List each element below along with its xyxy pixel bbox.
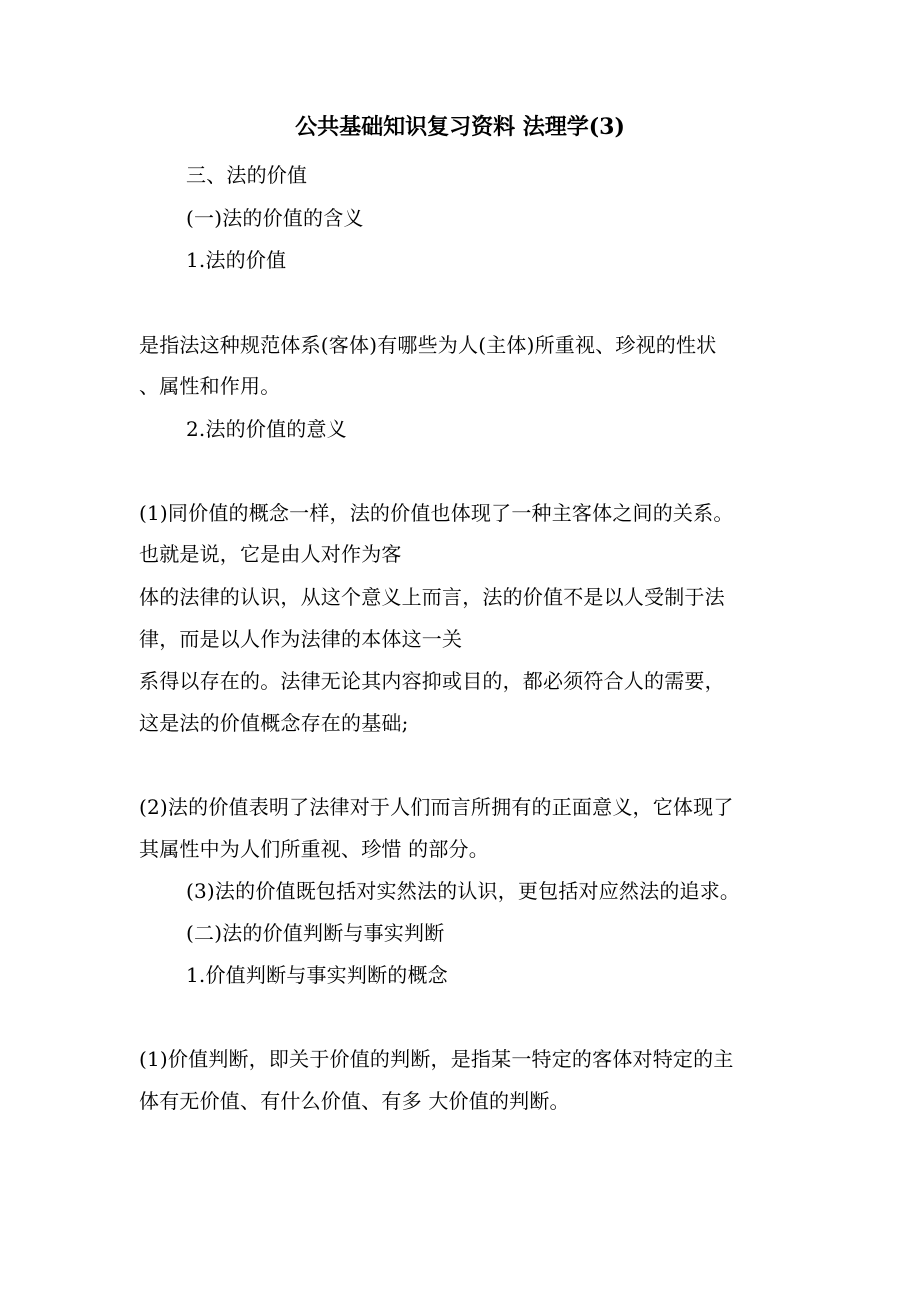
paragraph-line: 律，而是以人作为法律的本体这一关 (139, 627, 463, 651)
paragraph-line: 是指法这种规范体系(客体)有哪些为人(主体)所重视、珍视的性状 (139, 333, 717, 357)
paragraph-line: 体有无价值、有什么价值、有多 大价值的判断。 (139, 1089, 570, 1113)
item-heading-2: 2.法的价值的意义 (186, 417, 347, 441)
paragraph-line: 其属性中为人们所重视、珍惜 的部分。 (139, 837, 489, 861)
subsection-heading-2: (二)法的价值判断与事实判断 (186, 921, 445, 945)
section-heading-3: 三、法的价值 (186, 163, 308, 187)
paragraph-line: (3)法的价值既包括对实然法的认识，更包括对应然法的追求。 (186, 879, 741, 903)
paragraph-line: (2)法的价值表明了法律对于人们而言所拥有的正面意义，它体现了 (139, 795, 734, 819)
paragraph-line: 这是法的价值概念存在的基础; (139, 711, 409, 735)
paragraph-line: (1)同价值的概念一样，法的价值也体现了一种主客体之间的关系。 (139, 501, 734, 525)
paragraph-line: 系得以存在的。法律无论其内容抑或目的，都必须符合人的需要， (139, 669, 725, 693)
document-title: 公共基础知识复习资料 法理学(3) (295, 114, 625, 140)
item-heading-3: 1.价值判断与事实判断的概念 (186, 963, 448, 987)
item-heading-1: 1.法的价值 (186, 248, 287, 272)
subsection-heading-1: (一)法的价值的含义 (186, 206, 364, 230)
paragraph-line: 、属性和作用。 (139, 374, 281, 398)
paragraph-line: 体的法律的认识，从这个意义上而言，法的价值不是以人受制于法 (139, 585, 725, 609)
paragraph-line: (1)价值判断，即关于价值的判断，是指某一特定的客体对特定的主 (139, 1047, 734, 1071)
paragraph-line: 也就是说，它是由人对作为客 (139, 542, 402, 566)
